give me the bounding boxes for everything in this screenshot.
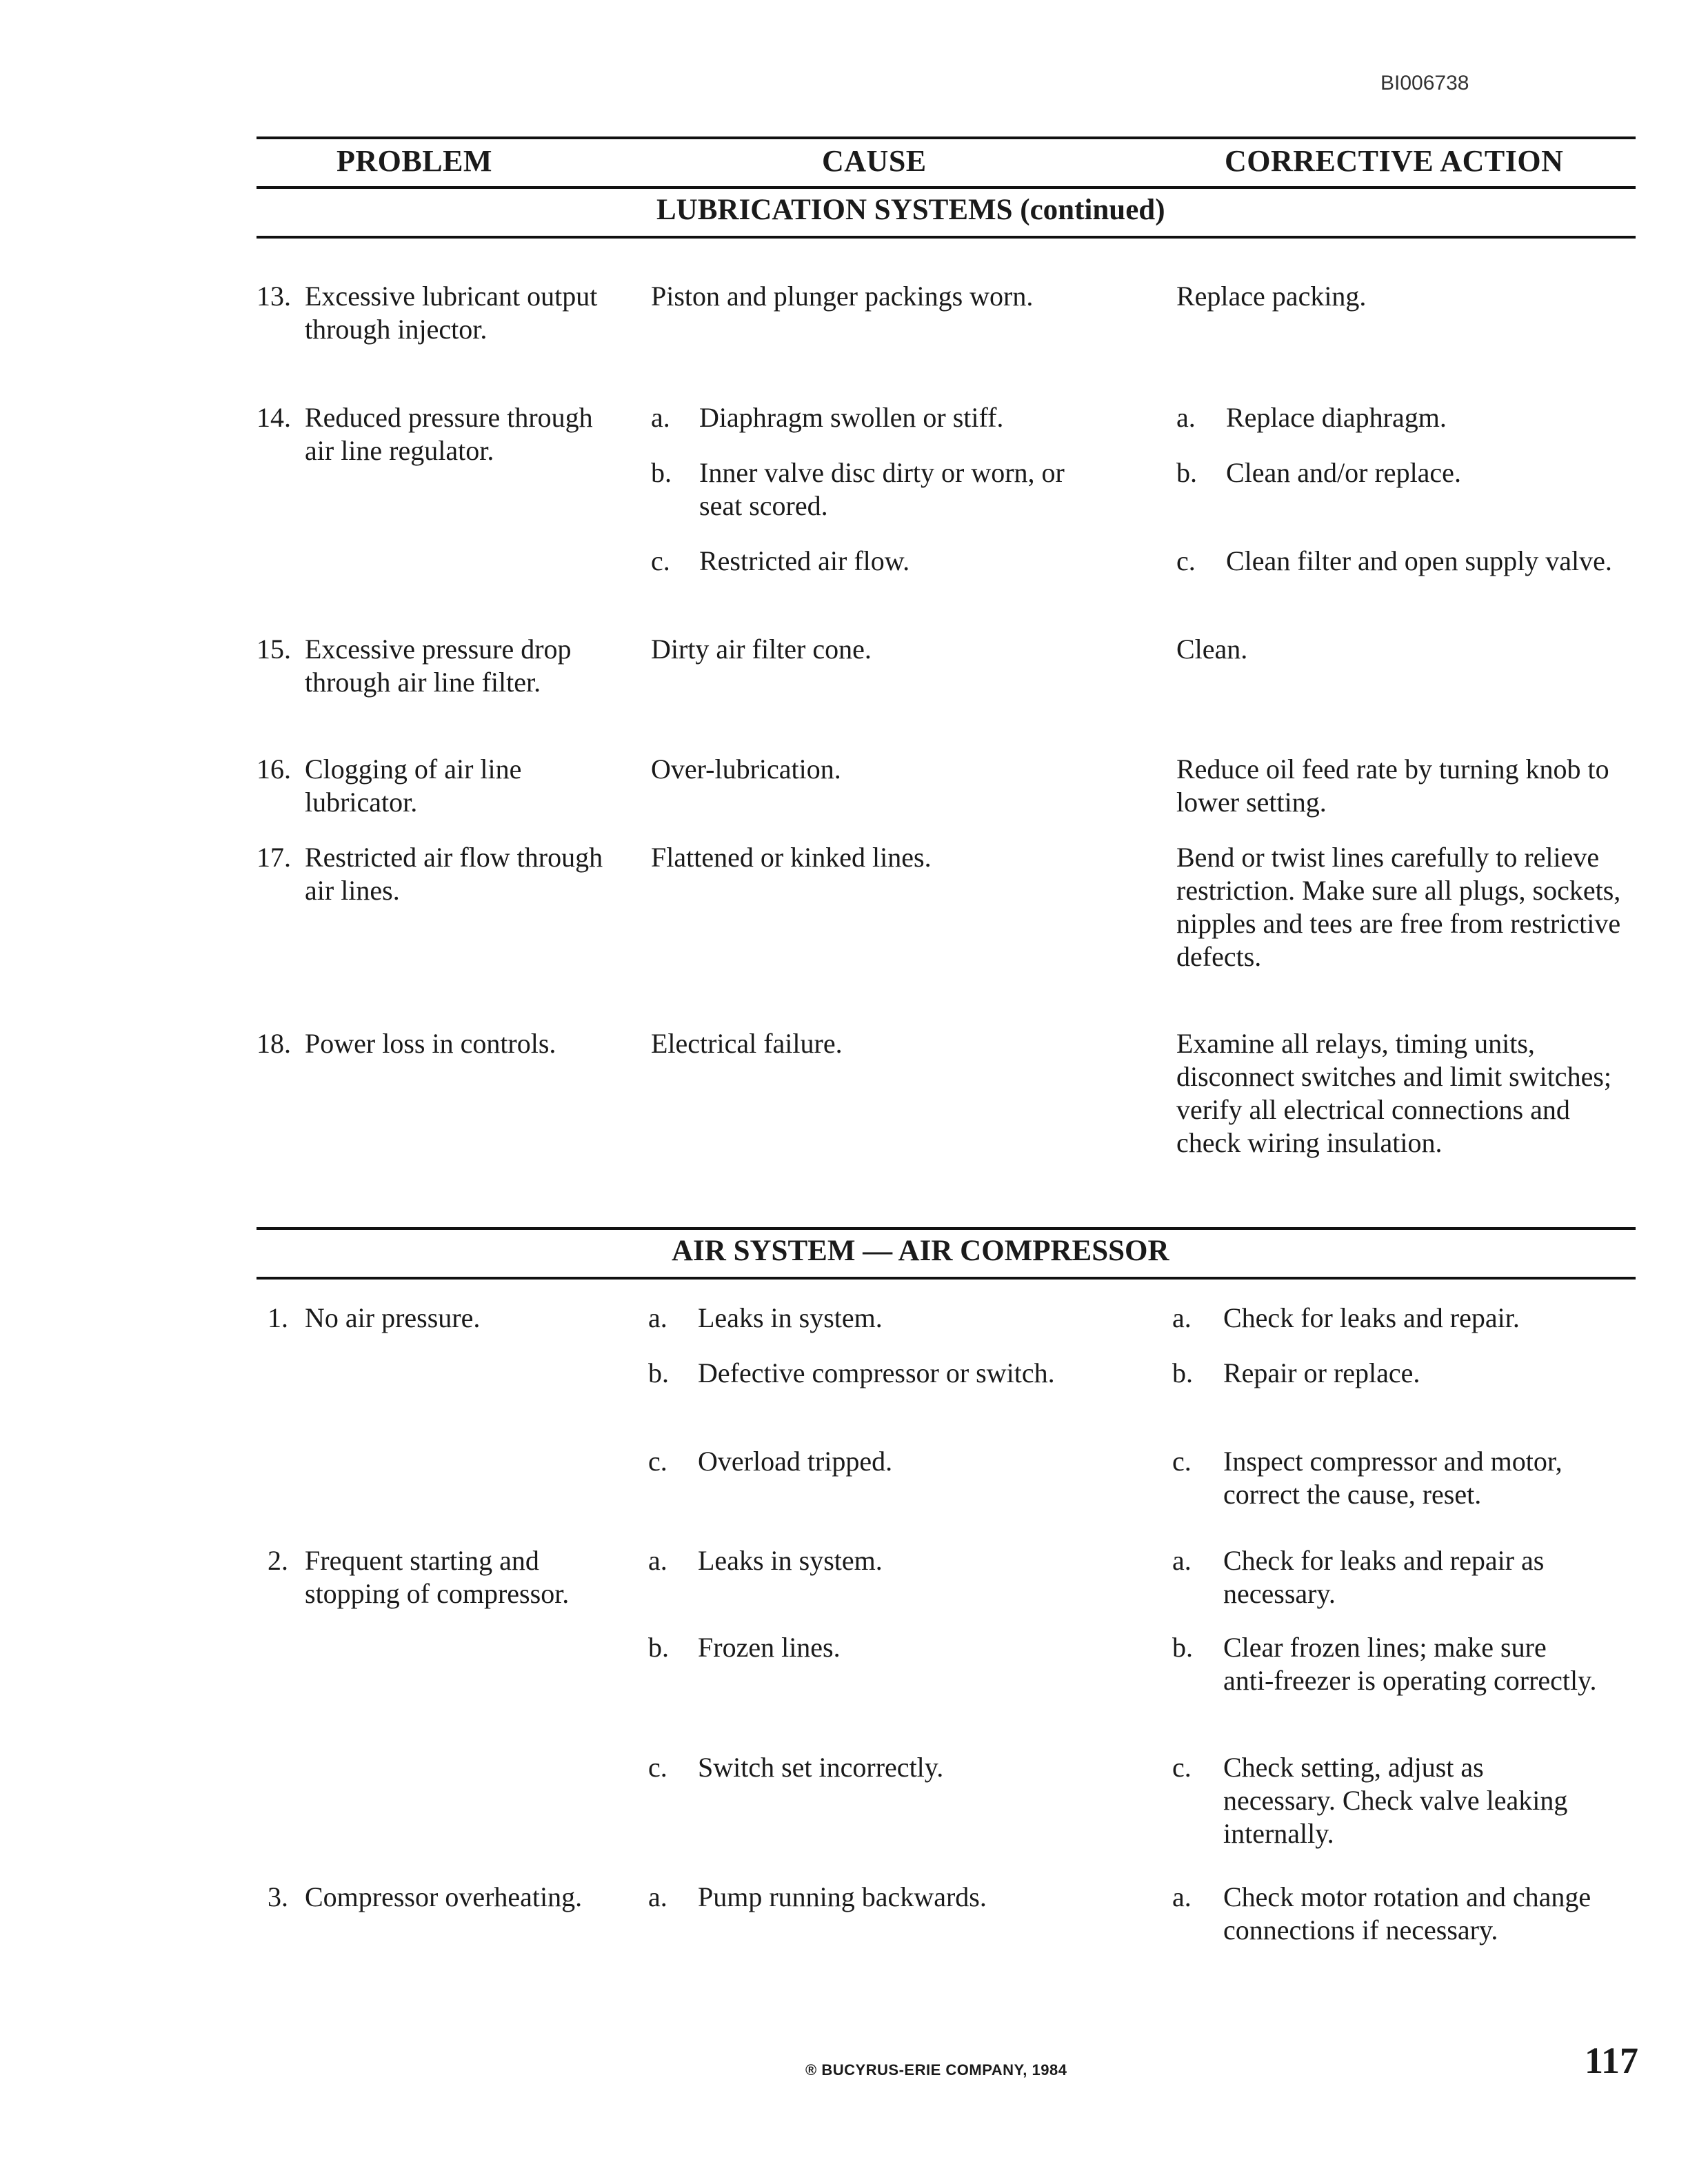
cause-text: Dirty air filter cone. [651, 634, 872, 665]
action-text: Inspect compressor and motor, correct the cause, reset. [1223, 1446, 1563, 1510]
row-number: 13. [257, 281, 291, 312]
cause-text: Inner valve disc dirty or worn, or seat scored. [699, 457, 1065, 521]
section-title-lubrication: LUBRICATION SYSTEMS (continued) [656, 194, 1165, 226]
action-label: c. [1172, 1752, 1192, 1783]
action-text: Check for leaks and repair as necessary. [1223, 1545, 1545, 1609]
problem-text: Reduced pressure through air line regulator. [305, 402, 593, 466]
cause-label: c. [648, 1446, 667, 1477]
cause-text: Defective compressor or switch. [698, 1357, 1055, 1388]
header-problem: PROBLEM [336, 144, 492, 178]
action-text: Check setting, adjust as necessary. Check valve leaking internally. [1223, 1752, 1568, 1849]
action-label: a. [1172, 1545, 1192, 1576]
cause-label: c. [651, 545, 670, 576]
row-number: 18. [257, 1028, 291, 1059]
action-text: Check motor rotation and change connections if necessary. [1223, 1881, 1591, 1945]
problem-text: Restricted air flow through air lines. [305, 842, 603, 906]
cause-text: Restricted air flow. [699, 545, 910, 576]
row-number: 3. [268, 1881, 288, 1912]
action-label: a. [1172, 1302, 1192, 1333]
action-text: Bend or twist lines carefully to relieve restriction. Make sure all plugs, sockets, nipples and tees are free from restrictive defects. [1176, 842, 1621, 972]
cause-label: b. [651, 457, 672, 488]
row-number: 1. [268, 1302, 288, 1333]
action-text: Clean and/or replace. [1226, 457, 1461, 488]
action-text: Check for leaks and repair. [1223, 1302, 1520, 1333]
action-label: b. [1176, 457, 1197, 488]
cause-label: b. [648, 1357, 669, 1388]
section-title-air-compressor: AIR SYSTEM — AIR COMPRESSOR [672, 1235, 1169, 1267]
action-text: Clean filter and open supply valve. [1226, 545, 1612, 576]
cause-text: Switch set incorrectly. [698, 1752, 944, 1783]
cause-label: a. [648, 1302, 667, 1333]
row-number: 16. [257, 754, 291, 785]
problem-text: Power loss in controls. [305, 1028, 556, 1059]
cause-label: c. [648, 1752, 667, 1783]
cause-label: a. [651, 402, 670, 433]
cause-text: Leaks in system. [698, 1302, 883, 1333]
cause-text: Piston and plunger packings worn. [651, 281, 1034, 312]
copyright-footer: ® BUCYRUS-ERIE COMPANY, 1984 [805, 2061, 1067, 2079]
page-number: 117 [1585, 2040, 1639, 2081]
action-label: a. [1176, 402, 1196, 433]
problem-text: Frequent starting and stopping of compressor. [305, 1545, 570, 1609]
cause-label: b. [648, 1632, 669, 1663]
row-number: 14. [257, 402, 291, 433]
header-cause: CAUSE [822, 144, 927, 178]
action-label: b. [1172, 1632, 1193, 1663]
action-label: a. [1172, 1881, 1192, 1912]
action-text: Replace packing. [1176, 281, 1367, 312]
action-text: Clean. [1176, 634, 1248, 665]
cause-text: Overload tripped. [698, 1446, 893, 1477]
cause-text: Diaphragm swollen or stiff. [699, 402, 1004, 433]
problem-text: No air pressure. [305, 1302, 481, 1333]
cause-text: Frozen lines. [698, 1632, 841, 1663]
section2-top-rule [257, 1227, 1636, 1230]
cause-text: Over-lubrication. [651, 754, 841, 785]
section1-bottom-rule [257, 236, 1636, 239]
problem-text: Excessive pressure drop through air line filter. [305, 634, 572, 698]
row-number: 2. [268, 1545, 288, 1576]
problem-text: Excessive lubricant output through injector. [305, 281, 598, 345]
problem-text: Clogging of air line lubricator. [305, 754, 522, 818]
header-corrective-action: CORRECTIVE ACTION [1225, 144, 1564, 178]
action-text: Clear frozen lines; make sure anti-freezer is operating correctly. [1223, 1632, 1597, 1696]
action-label: c. [1176, 545, 1196, 576]
action-text: Replace diaphragm. [1226, 402, 1447, 433]
cause-text: Leaks in system. [698, 1545, 883, 1576]
action-text: Reduce oil feed rate by turning knob to lower setting. [1176, 754, 1609, 818]
document-id: BI006738 [1380, 72, 1469, 94]
cause-label: a. [648, 1545, 667, 1576]
cause-label: a. [648, 1881, 667, 1912]
header-top-rule [257, 136, 1636, 139]
row-number: 17. [257, 842, 291, 873]
action-label: b. [1172, 1357, 1193, 1388]
header-mid-rule [257, 186, 1636, 189]
problem-text: Compressor overheating. [305, 1881, 583, 1912]
action-text: Repair or replace. [1223, 1357, 1420, 1388]
section2-bottom-rule [257, 1277, 1636, 1280]
action-label: c. [1172, 1446, 1192, 1477]
cause-text: Electrical failure. [651, 1028, 843, 1059]
row-number: 15. [257, 634, 291, 665]
cause-text: Flattened or kinked lines. [651, 842, 932, 873]
cause-text: Pump running backwards. [698, 1881, 987, 1912]
action-text: Examine all relays, timing units, disconnect switches and limit switches; verify all electrical connections and check wiring insulation. [1176, 1028, 1611, 1158]
